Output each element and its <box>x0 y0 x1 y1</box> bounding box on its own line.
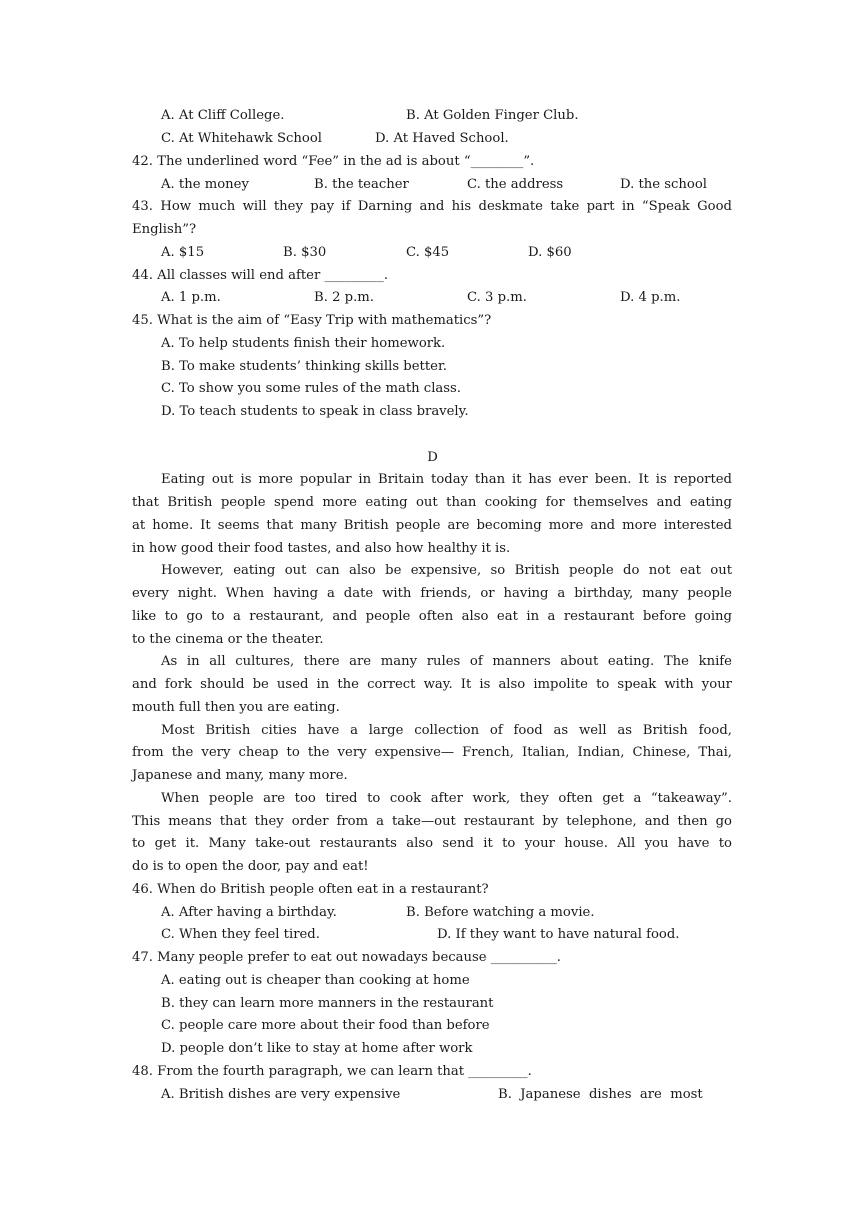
q42-option-b: B. the teacher <box>314 177 409 192</box>
q48-option-b: B. Japanese dishes are most <box>498 1087 703 1102</box>
passage-line: in how good their food tastes, and also how healthy it is. <box>132 541 511 556</box>
q47-option-b: B. they can learn more manners in the restaurant <box>161 996 494 1011</box>
q41-option-d: D. At Haved School. <box>375 131 509 146</box>
q47-stem: 47. Many people prefer to eat out nowadays because __________. <box>132 950 561 965</box>
q41-option-a: A. At Cliff College. <box>161 108 285 123</box>
q45-option-a: A. To help students finish their homework. <box>161 336 446 351</box>
q43-option-b: B. $30 <box>283 245 327 260</box>
q42-option-a: A. the money <box>161 177 249 192</box>
q44-option-c: C. 3 p.m. <box>467 290 527 305</box>
passage-line: and fork should be used in the correct way. It is also impolite to speak with your <box>132 677 732 692</box>
q46-option-c: C. When they feel tired. <box>161 927 320 942</box>
q46-stem: 46. When do British people often eat in a restaurant? <box>132 882 489 897</box>
q44-option-a: A. 1 p.m. <box>161 290 221 305</box>
q43-option-c: C. $45 <box>406 245 450 260</box>
q48-stem: 48. From the fourth paragraph, we can learn that _________. <box>132 1064 532 1079</box>
q47-option-a: A. eating out is cheaper than cooking at home <box>161 973 470 988</box>
q45-option-d: D. To teach students to speak in class bravely. <box>161 404 469 419</box>
passage-line: like to go to a restaurant, and people often also eat in a restaurant before going <box>132 609 732 624</box>
q41-option-b: B. At Golden Finger Club. <box>406 108 579 123</box>
q47-option-c: C. people care more about their food than before <box>161 1018 490 1033</box>
q43-stem-line2: English”? <box>132 222 197 237</box>
passage-line: to get it. Many take-out restaurants also send it to your house. All you have to <box>132 836 732 851</box>
passage-line: from the very cheap to the very expensive— French, Italian, Indian, Chinese, Thai, <box>132 745 732 760</box>
passage-line: This means that they order from a take—out restaurant by telephone, and then go <box>132 814 732 829</box>
passage-line: When people are too tired to cook after work, they often get a “takeaway”. <box>161 791 732 806</box>
passage-line: As in all cultures, there are many rules of manners about eating. The knife <box>161 654 732 669</box>
passage-line: to the cinema or the theater. <box>132 632 324 647</box>
q41-option-c: C. At Whitehawk School <box>161 131 322 146</box>
passage-line: do is to open the door, pay and eat! <box>132 859 369 874</box>
passage-line: that British people spend more eating out than cooking for themselves and eating <box>132 495 732 510</box>
q48-option-a: A. British dishes are very expensive <box>161 1087 401 1102</box>
q46-option-a: A. After having a birthday. <box>161 905 337 920</box>
q46-option-b: B. Before watching a movie. <box>406 905 595 920</box>
q42-option-d: D. the school <box>620 177 708 192</box>
passage-line: every night. When having a date with friends, or having a birthday, many people <box>132 586 732 601</box>
q43-stem-line1: 43. How much will they pay if Darning and his deskmate take part in “Speak Good <box>132 199 732 214</box>
section-heading: D <box>427 450 438 465</box>
q44-option-d: D. 4 p.m. <box>620 290 681 305</box>
passage-line: mouth full then you are eating. <box>132 700 340 715</box>
q42-option-c: C. the address <box>467 177 564 192</box>
passage-line: at home. It seems that many British people are becoming more and more interested <box>132 518 732 533</box>
q44-option-b: B. 2 p.m. <box>314 290 374 305</box>
passage-line: Japanese and many, many more. <box>132 768 348 783</box>
q42-stem: 42. The underlined word “Fee” in the ad is about “________”. <box>132 154 535 169</box>
q43-option-d: D. $60 <box>528 245 572 260</box>
passage-line: Eating out is more popular in Britain today than it has ever been. It is reported <box>161 472 732 487</box>
q45-option-b: B. To make students’ thinking skills better. <box>161 359 447 374</box>
q45-option-c: C. To show you some rules of the math class. <box>161 381 461 396</box>
passage-line: However, eating out can also be expensive, so British people do not eat out <box>161 563 732 578</box>
q45-stem: 45. What is the aim of “Easy Trip with mathematics”? <box>132 313 492 328</box>
q44-stem: 44. All classes will end after _________. <box>132 268 389 283</box>
q47-option-d: D. people don’t like to stay at home after work <box>161 1041 473 1056</box>
q46-option-d: D. If they want to have natural food. <box>437 927 680 942</box>
passage-line: Most British cities have a large collection of food as well as British food, <box>161 723 732 738</box>
q43-option-a: A. $15 <box>161 245 205 260</box>
